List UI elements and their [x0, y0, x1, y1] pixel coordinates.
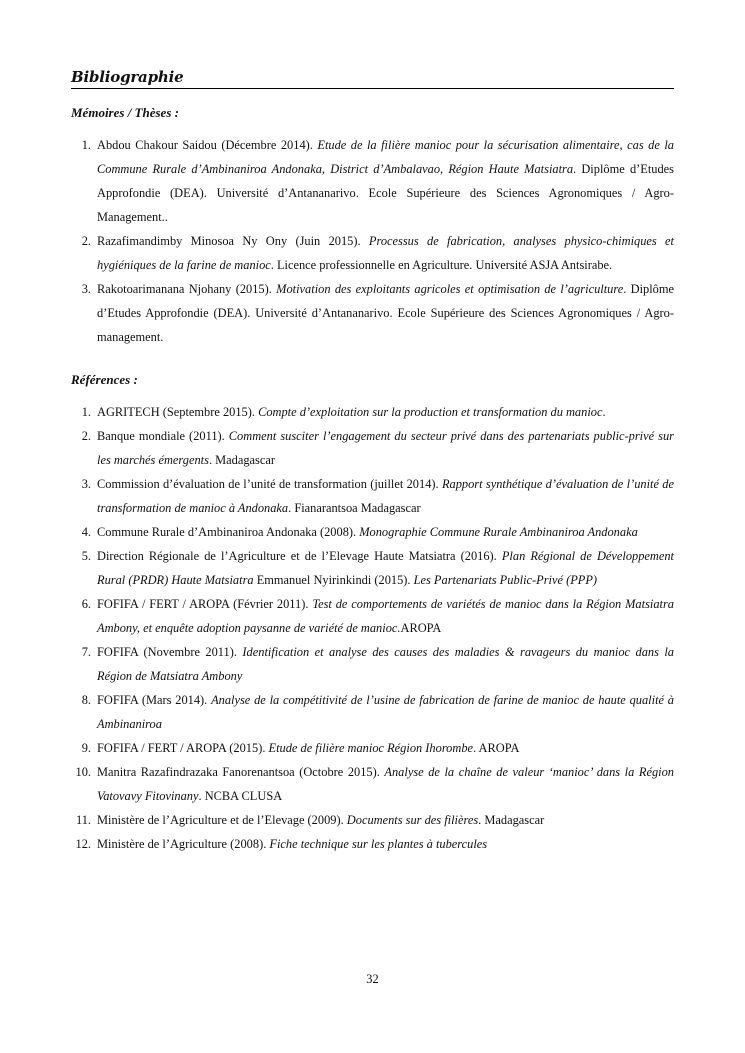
references-heading: Références :	[71, 372, 138, 387]
reference-entry: 5. Direction Régionale de l’Agriculture et de l’Elevage Haute Matsiatra (2016). Plan Régional de Développement Rural (PRDR) Haute Matsiatra Emmanuel Nyirinkindi (2015). Les Partenariats Public-Privé (PPP)	[81, 549, 675, 587]
references-list	[71, 400, 674, 856]
thesis-entry: 2. Razafimandimby Minosoa Ny Ony (Juin 2015). Processus de fabrication, analyses physico-chimiques et hygiéniques de la farine de manioc. Licence professionnelle en Agriculture. Université ASJA Antsirabe.	[81, 234, 674, 272]
thesis-entry: 3. Rakotoarimanana Njohany (2015). Motivation des exploitants agricoles et optimisation de l’agriculture. Diplôme d’Etudes Approfondie (DEA). Université d’Antananarivo. Ecole Supérieure des Sciences Agronomiques / Agro-management.	[81, 282, 674, 344]
reference-entry: 2. Banque mondiale (2011). Comment susciter l’engagement du secteur privé dans des partenariats public-privé sur les marchés émergents. Madagascar	[81, 429, 675, 467]
page-number: 32	[366, 972, 379, 986]
thesis-entry: 1. Abdou Chakour Saidou (Décembre 2014). Etude de la filière manioc pour la sécurisation alimentaire, cas de la Commune Rurale d’Ambinaniroa Andonaka, District d’Ambalavao, Région Haute Matsiatra. Diplôme d’Etudes Approfondie (DEA). Université d’Antananarivo. Ecole Supérieure des Sciences Agronomiques / Agro-Management..	[81, 138, 674, 224]
reference-entry: 8. FOFIFA (Mars 2014). Analyse de la compétitivité de l’usine de fabrication de farine de manioc de haute qualité à Ambinaniroa	[81, 693, 674, 731]
reference-entry: 1. AGRITECH (Septembre 2015). Compte d’exploitation sur la production et transformation du manioc.	[81, 405, 606, 419]
theses-list	[71, 133, 674, 349]
page-title: Bibliographie	[71, 68, 674, 89]
reference-entry: 6. FOFIFA / FERT / AROPA (Février 2011). Test de comportements de variétés de manioc dans la Région Matsiatra Ambony, et enquête adoption paysanne de variété de manioc.AROPA	[81, 597, 674, 635]
reference-entry: 10. Manitra Razafindrazaka Fanorenantsoa (Octobre 2015). Analyse de la chaîne de valeur ‘manioc’ dans la Région Vatovavy Fitovinany. NCBA CLUSA	[75, 765, 674, 803]
reference-entry: 12. Ministère de l’Agriculture (2008). Fiche technique sur les plantes à tubercules	[75, 837, 488, 851]
document-page	[71, 68, 674, 856]
reference-entry: 7. FOFIFA (Novembre 2011). Identification et analyse des causes des maladies & ravageurs du manioc dans la Région de Matsiatra Ambony	[81, 645, 674, 683]
reference-entry: 11. Ministère de l’Agriculture et de l’Elevage (2009). Documents sur des filières. Madagascar	[75, 813, 545, 827]
reference-entry: 3. Commission d’évaluation de l’unité de transformation (juillet 2014). Rapport synthétique d’évaluation de l’unité de transformation de manioc à Andonaka. Fianarantsoa Madagascar	[81, 477, 675, 515]
theses-heading: Mémoires / Thèses :	[71, 105, 179, 120]
reference-entry: 4. Commune Rurale d’Ambinaniroa Andonaka (2008). Monographie Commune Rurale Ambinaniroa Andonaka	[81, 525, 638, 539]
reference-entry: 9. FOFIFA / FERT / AROPA (2015). Etude de filière manioc Région Ihorombe. AROPA	[81, 741, 520, 755]
